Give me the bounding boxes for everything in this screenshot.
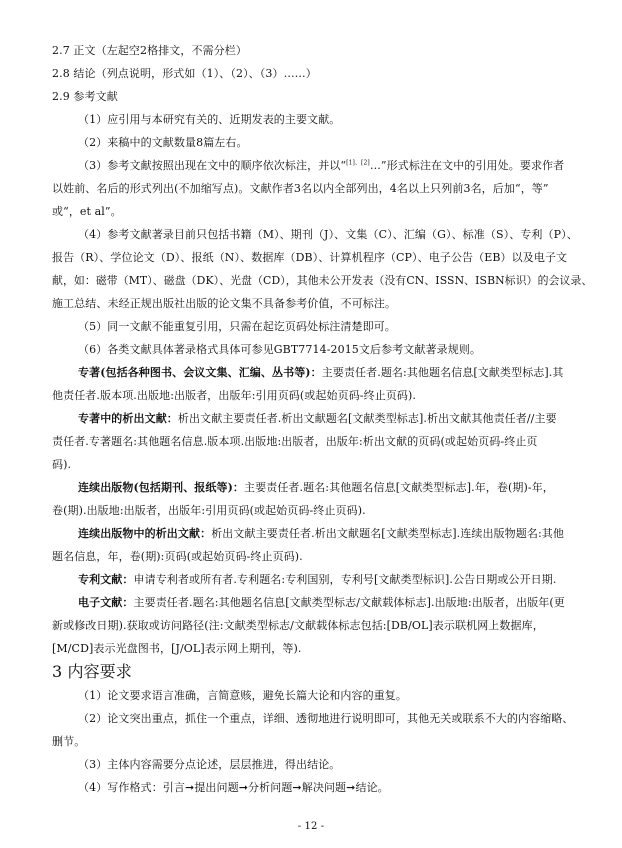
section-2-7: 2.7 正文（左起空2格排文，不需分栏） (52, 44, 247, 57)
ref-item-4-line-2: 报告（R）、学位论文（D）、报纸（N）、数据库（DB）、计算机程序（CP）、电子公告（EB）以及电子文 (52, 251, 568, 264)
format-electronic-line-3: [M/CD]表示光盘图书，[J/OL]表示网上期刊，等). (52, 642, 302, 655)
format-monograph (78, 366, 564, 380)
ref-item-3-line-2: 以姓前、名后的形式列出(不加缩写点)。文献作者3名以内全部列出，4名以上只列前3名，后加“，等” (52, 182, 549, 195)
section-3-heading: 3 内容要求 (52, 662, 132, 681)
ref-item-4: （4）参考文献著录目前只包括书籍（M）、期刊（J）、文集（C）、汇编（G）、标准（S）、专利（P）、 (78, 228, 578, 241)
ref-item-3 (78, 159, 564, 173)
format-electronic-label: 电子文献： (78, 596, 134, 609)
ref-item-5: （5）同一文献不能重复引用，只需在起讫页码处标注清楚即可。 (78, 320, 396, 333)
format-monograph-line-2: 他责任者.版本项.出版地:出版者，出版年:引用页码(或起始页码-终止页码). (52, 389, 416, 402)
ref-item-3-pre: （3）参考文献按照出现在文中的顺序依次标注，并以“ (78, 159, 347, 172)
ref-item-2: （2）来稿中的文献数量8篇左右。 (78, 136, 248, 149)
ref-item-4-line-3: 献，如：磁带（MT）、磁盘（DK）、光盘（CD），其他未公开发表（没有CN、ISSN、ISBN标识）的会议录、 (52, 274, 593, 287)
format-serial-text: 主要责任者.题名:其他题名信息[文献类型标志].年，卷(期)-年， (244, 481, 554, 494)
format-monograph-analytic-label: 专著中的析出文献： (78, 412, 178, 425)
format-patent-text: 申请专利者或所有者.专利题名:专利国别，专利号[文献类型标识].公告日期或公开日期. (133, 573, 557, 586)
format-monograph-analytic-text: 析出文献主要责任者.析出文献题名[文献类型标志].析出文献其他责任者//主要 (177, 412, 557, 425)
format-serial-analytic-label: 连续出版物中的析出文献： (78, 527, 212, 540)
ref-item-3-post: …”形式标注在文中的引用处。要求作者 (369, 159, 565, 172)
format-serial-analytic (78, 527, 564, 541)
section-2-8: 2.8 结论（列点说明，形式如（1）、（2）、（3）……） (52, 67, 317, 80)
page-number: - 12 - (297, 821, 325, 832)
content-req-3: （3）主体内容需要分点论述，层层推进，得出结论。 (78, 758, 341, 771)
format-serial-line-2: 卷(期).出版地:出版者，出版年:引用页码(或起始页码-终止页码). (52, 504, 366, 517)
format-electronic-text: 主要责任者.题名:其他题名信息[文献类型标志/文献载体标志].出版地:出版者，出版年(更 (133, 596, 565, 609)
content-req-1: （1）论文要求语言准确，言简意赅，避免长篇大论和内容的重复。 (78, 689, 407, 702)
content-req-2-line-2: 删节。 (52, 735, 86, 748)
citation-superscript: [1]、[2] (346, 159, 370, 167)
format-monograph-analytic-line-3: 码). (52, 458, 72, 471)
format-patent-label: 专利文献： (78, 573, 134, 586)
section-2-9: 2.9 参考文献 (52, 90, 118, 103)
ref-item-4-line-4: 施工总结、未经正规出版社出版的论文集不具备参考价值，不可标注。 (52, 297, 397, 310)
format-serial-analytic-text: 析出文献主要责任者.析出文献题名[文献类型标志].连续出版物题名:其他 (211, 527, 564, 540)
ref-item-6: （6）各类文献具体著录格式具体可参见GBT7714-2015文后参考文献著录规则。 (78, 343, 482, 356)
format-electronic-line-2: 新或修改日期).获取或访问路径(注:文献类型标志/文献载体标志包括:[DB/OL]表示联机网上数据库， (52, 619, 544, 632)
content-req-2: （2）论文突出重点，抓住一个重点，详细、透彻地进行说明即可，其他无关或联系不大的内容缩略、 (78, 712, 574, 725)
format-serial (78, 481, 554, 495)
format-monograph-analytic (78, 412, 557, 426)
format-monograph-label: 专著(包括各种图书、会议文集、汇编、丛书等)： (78, 366, 322, 379)
format-patent (78, 573, 556, 587)
ref-item-1: （1）应引用与本研究有关的、近期发表的主要文献。 (78, 113, 341, 126)
format-monograph-text: 主要责任者.题名:其他题名信息[文献类型标志].其 (321, 366, 564, 379)
ref-item-3-line-3: 或“，et al”。 (52, 205, 122, 218)
format-serial-label: 连续出版物(包括期刊、报纸等)： (78, 481, 245, 494)
format-monograph-analytic-line-2: 责任者.专著题名:其他题名信息.版本项.出版地:出版者，出版年:析出文献的页码(或起始页码-终止页 (52, 435, 538, 448)
content-req-4: （4）写作格式：引言➞提出问题➞分析问题➞解决问题➞结论。 (78, 781, 389, 794)
format-electronic (78, 596, 565, 610)
format-serial-analytic-line-2: 题名信息，年，卷(期):页码(或起始页码-终止页码). (52, 550, 303, 563)
